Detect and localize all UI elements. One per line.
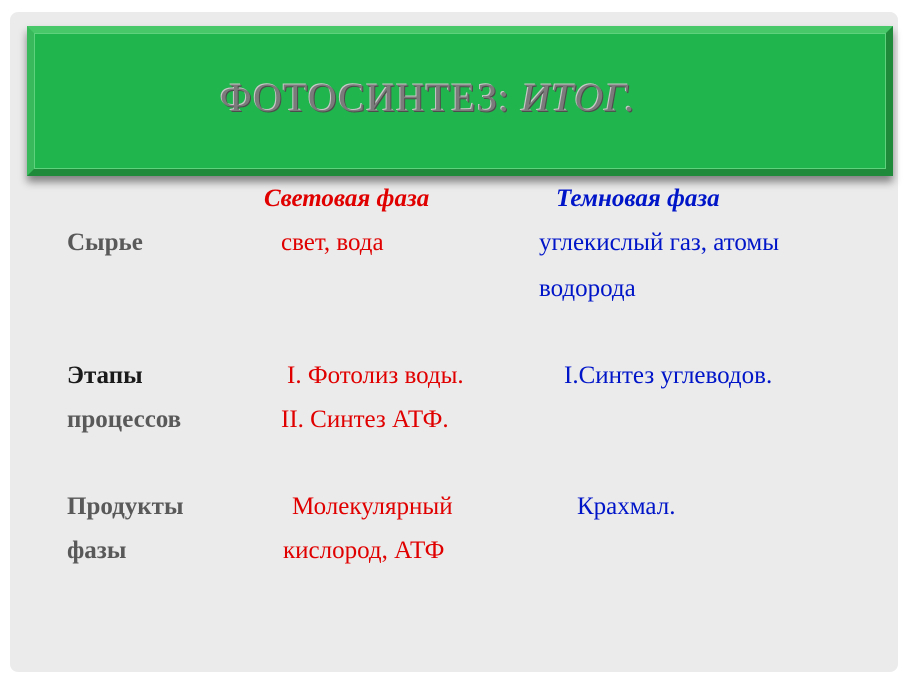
products-light-line2: кислород, АТФ [283, 537, 445, 564]
stages-dark: I.Синтез углеводов. [564, 362, 773, 389]
raw-dark-line2: водорода [539, 275, 636, 302]
row-label-products-line1: Продукты [67, 493, 184, 520]
row-label-products-line2: фазы [67, 537, 127, 564]
title-main: ФОТОСИНТЕЗ: [220, 75, 511, 120]
title-italic: ИТОГ. [521, 75, 636, 120]
raw-light: свет, вода [281, 229, 384, 256]
stages-light-line2: II. Синтез АТФ. [281, 406, 449, 433]
row-label-stages-line1: Этапы [67, 362, 143, 389]
row-label-stages-line2: процессов [67, 406, 182, 433]
slide [10, 12, 898, 672]
products-light-line1: Молекулярный [292, 493, 453, 520]
products-dark: Крахмал. [577, 493, 676, 520]
header-light-phase: Световая фаза [264, 185, 430, 212]
stages-light-line1: I. Фотолиз воды. [287, 362, 464, 389]
raw-dark-line1: углекислый газ, атомы [539, 229, 779, 256]
slide-title [220, 74, 636, 121]
header-dark-phase: Темновая фаза [556, 185, 720, 212]
row-label-raw: Сырье [67, 229, 143, 256]
